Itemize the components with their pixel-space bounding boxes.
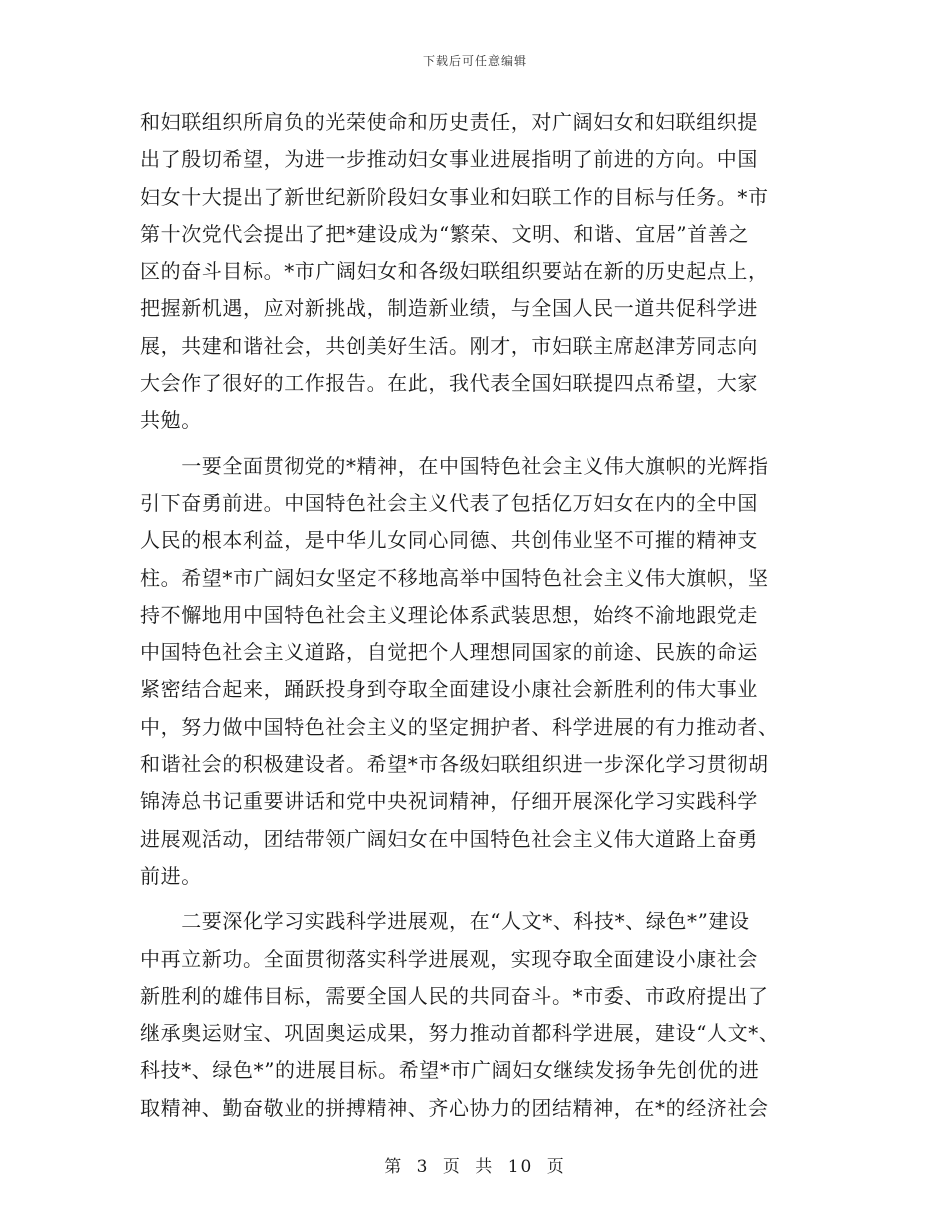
text-line: 妇女十大提出了新世纪新阶段妇女事业和妇联工作的目标与任务。*市 xyxy=(140,184,769,209)
text-line: 二要深化学习实践科学进展观，在“人文*、科技*、绿色*”建设 xyxy=(140,909,750,934)
text-line: 一要全面贯彻党的*精神，在中国特色社会主义伟大旗帜的光辉指 xyxy=(140,453,769,478)
text-line: 区的奋斗目标。*市广阔妇女和各级妇联组织要站在新的历史起点上， xyxy=(140,259,769,284)
text-line: 中，努力做中国特色社会主义的坚定拥护者、科学进展的有力推动者、 xyxy=(140,714,779,739)
text-line: 大会作了很好的工作报告。在此，我代表全国妇联提四点希望，大家 xyxy=(140,371,758,396)
text-line: 继承奥运财宝、巩固奥运成果，努力推动首都科学进展，建设“人文*、 xyxy=(140,1021,780,1046)
text-line: 紧密结合起来，踊跃投身到夺取全面建设小康社会新胜利的伟大事业 xyxy=(140,677,758,702)
paragraph-2 xyxy=(140,448,808,896)
text-line: 把握新机遇，应对新挑战，制造新业绩，与全国人民一道共促科学进 xyxy=(140,296,758,321)
text-line: 第十次党代会提出了把*建设成为“繁荣、文明、和谐、宜居”首善之 xyxy=(140,221,750,246)
text-line: 柱。希望*市广阔妇女坚定不移地高举中国特色社会主义伟大旗帜，坚 xyxy=(140,565,769,590)
text-line: 前进。 xyxy=(140,863,202,888)
page-number-footer: 第 3 页 共 10 页 xyxy=(384,1157,566,1177)
page-header: 下载后可任意编辑 xyxy=(422,54,527,68)
text-line: 和妇联组织所肩负的光荣使命和历史责任，对广阔妇女和妇联组织提 xyxy=(140,110,758,134)
paragraph-1 xyxy=(140,104,808,440)
text-line: 共勉。 xyxy=(140,408,202,433)
text-line: 中国特色社会主义道路，自觉把个人理想同国家的前途、民族的命运 xyxy=(140,640,758,665)
text-line: 展，共建和谐社会，共创美好生活。刚才，市妇联主席赵津芳同志向 xyxy=(140,333,758,358)
text-line: 引下奋勇前进。中国特色社会主义代表了包括亿万妇女在内的全中国 xyxy=(140,490,758,515)
text-line: 人民的根本利益，是中华儿女同心同德、共创伟业坚不可摧的精神支 xyxy=(140,528,758,553)
paragraph-gap xyxy=(140,440,808,448)
text-line: 出了殷切希望，为进一步推动妇女事业进展指明了前进的方向。中国 xyxy=(140,147,758,172)
text-line: 取精神、勤奋敬业的拼搏精神、齐心协力的团结精神，在*的经济社会 xyxy=(140,1095,769,1120)
paragraph-gap xyxy=(140,895,808,903)
text-line: 中再立新功。全面贯彻落实科学进展观，实现夺取全面建设小康社会 xyxy=(140,946,758,971)
text-line: 持不懈地用中国特色社会主义理论体系武装思想，始终不渝地跟党走 xyxy=(140,602,758,627)
document-body xyxy=(140,104,808,1127)
text-line: 锦涛总书记重要讲话和党中央祝词精神，仔细开展深化学习实践科学 xyxy=(140,789,758,814)
text-line: 科技*、绿色*”的进展目标。希望*市广阔妇女继续发扬争先创优的进 xyxy=(140,1058,760,1083)
text-line: 和谐社会的积极建设者。希望*市各级妇联组织进一步深化学习贯彻胡 xyxy=(140,752,769,777)
text-line: 进展观活动，团结带领广阔妇女在中国特色社会主义伟大道路上奋勇 xyxy=(140,826,758,851)
paragraph-3 xyxy=(140,903,808,1127)
text-line: 新胜利的雄伟目标，需要全国人民的共同奋斗。*市委、市政府提出了 xyxy=(140,983,769,1008)
